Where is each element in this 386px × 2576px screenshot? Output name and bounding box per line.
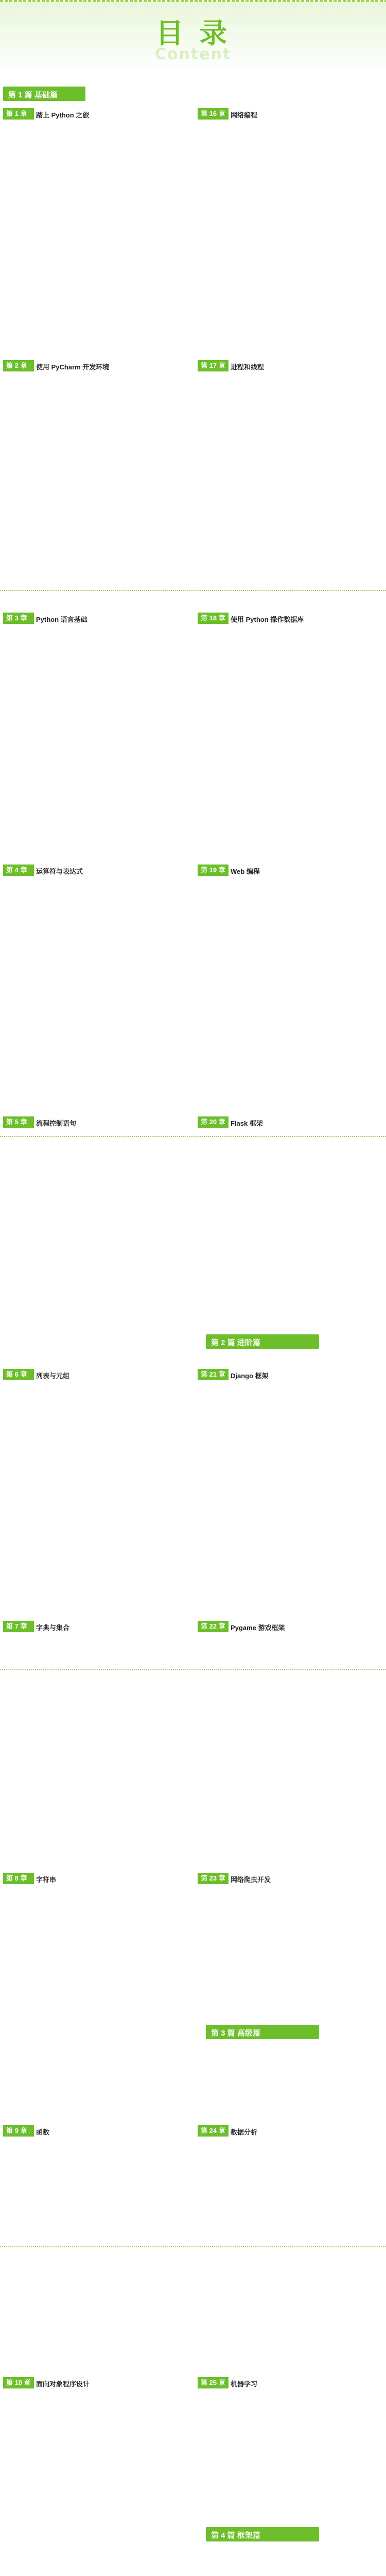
- chapter-heading: [198, 1369, 375, 1380]
- chapter-title: 进程和线程: [231, 363, 265, 371]
- chapter-title: 函数: [36, 2128, 50, 2136]
- chapter-heading: [3, 2125, 181, 2137]
- chapter-number: 第 23 章: [198, 1873, 229, 1884]
- page-title: 目 录: [155, 17, 231, 49]
- chapter-heading: [3, 1369, 181, 1380]
- chapter-heading: [3, 613, 181, 624]
- chapter-title: 使用 Python 操作数据库: [231, 615, 304, 623]
- chapter-number: 第 4 章: [3, 865, 34, 876]
- chapter-heading: [3, 1873, 181, 1884]
- chapter-title: 流程控制语句: [36, 1120, 77, 1128]
- part-banner-1: 第 1 篇 基础篇: [3, 87, 85, 101]
- chapter-heading: [198, 360, 375, 371]
- chapter-heading: [198, 613, 375, 624]
- chapter-number: 第 3 章: [3, 613, 34, 624]
- chapter-heading: [3, 865, 181, 876]
- chapter-number: 第 16 章: [198, 108, 229, 120]
- chapter-heading: [198, 865, 375, 876]
- chapter-number: 第 24 章: [198, 2125, 229, 2137]
- chapter-heading: [3, 1116, 181, 1128]
- chapter-title: 字符串: [36, 1876, 57, 1884]
- chapter-title: 数据分析: [231, 2128, 258, 2136]
- chapter-number: 第 25 章: [198, 2377, 229, 2388]
- chapter-number: 第 10 章: [3, 2377, 34, 2388]
- chapter-title: Web 编程: [231, 868, 260, 875]
- chapter-number: 第 17 章: [198, 360, 229, 371]
- section-divider: [0, 2246, 386, 2249]
- chapter-heading: [3, 1621, 181, 1632]
- chapter-title: Pygame 游戏框架: [231, 1624, 285, 1632]
- section-divider: [0, 1136, 386, 1139]
- chapter-title: 字典与集合: [36, 1624, 70, 1632]
- chapter-number: 第 5 章: [3, 1116, 34, 1128]
- chapter-heading: [3, 108, 181, 120]
- chapter-title: Flask 框架: [231, 1120, 263, 1128]
- chapter-title: 列表与元组: [36, 1371, 70, 1380]
- chapter-heading: [198, 2125, 375, 2137]
- chapter-number: 第 18 章: [198, 613, 229, 624]
- chapter-title: 运算符与表达式: [36, 868, 83, 875]
- chapter-number: 第 22 章: [198, 1621, 229, 1632]
- chapter-number: 第 6 章: [3, 1369, 34, 1380]
- chapter-heading: [198, 1621, 375, 1632]
- chapter-heading: [198, 108, 375, 120]
- page-subtitle: Content: [154, 45, 232, 63]
- part-banner-3: 第 3 篇 高级篇: [206, 2025, 319, 2039]
- chapter-number: 第 19 章: [198, 865, 229, 876]
- chapter-heading: [3, 360, 181, 371]
- section-divider: [0, 590, 386, 592]
- chapter-title: 踏上 Python 之旅: [36, 111, 90, 119]
- chapter-number: 第 8 章: [3, 1873, 34, 1884]
- chapter-heading: [198, 1873, 375, 1884]
- part-banner-4: 第 4 篇 框架篇: [206, 2527, 319, 2541]
- chapter-title: Python 语言基础: [36, 615, 87, 623]
- section-divider: [0, 1669, 386, 1672]
- chapter-title: 网络爬虫开发: [231, 1876, 271, 1884]
- chapter-title: Django 框架: [231, 1371, 269, 1380]
- chapter-heading: [198, 2377, 375, 2388]
- chapter-number: 第 21 章: [198, 1369, 229, 1380]
- toc-header: [0, 2, 386, 79]
- chapter-number: 第 7 章: [3, 1621, 34, 1632]
- chapter-number: 第 20 章: [198, 1116, 229, 1128]
- chapter-title: 网络编程: [231, 111, 258, 119]
- chapter-number: 第 1 章: [3, 108, 34, 120]
- part-banner-2: 第 2 篇 进阶篇: [206, 1334, 319, 1349]
- chapter-heading: [3, 2377, 181, 2388]
- chapter-heading: [198, 1116, 375, 1128]
- chapter-title: 面向对象程序设计: [36, 2380, 90, 2388]
- chapter-title: 使用 PyCharm 开发环境: [36, 363, 110, 371]
- chapter-number: 第 2 章: [3, 360, 34, 371]
- chapter-title: 机器学习: [231, 2380, 258, 2388]
- chapter-number: 第 9 章: [3, 2125, 34, 2137]
